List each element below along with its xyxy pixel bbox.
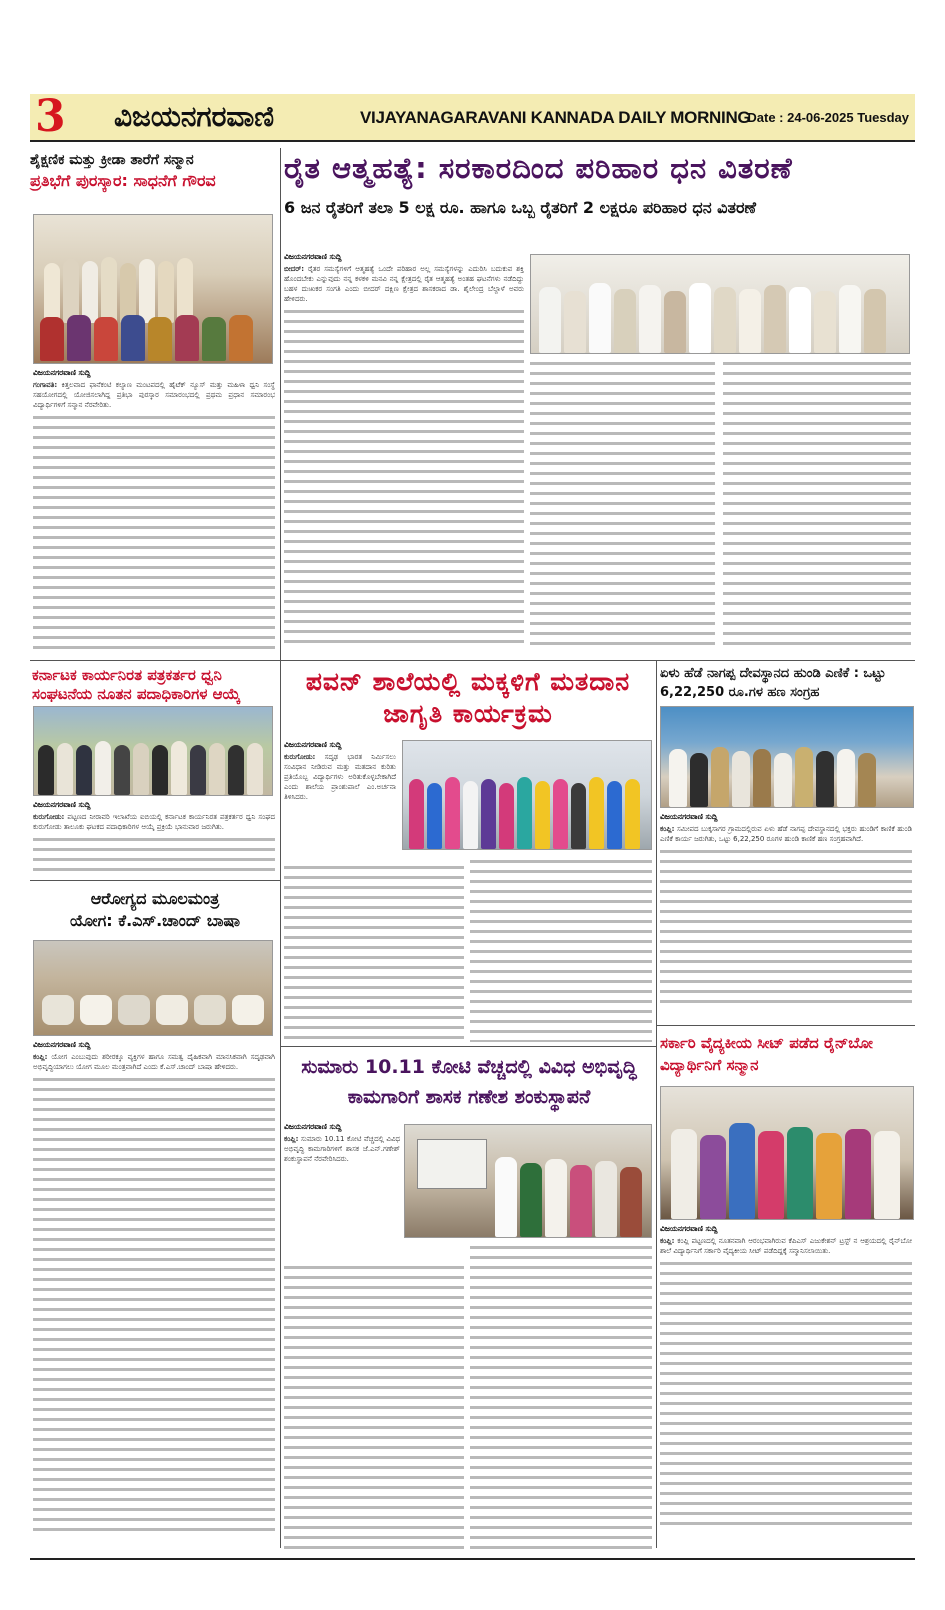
byline: ವಿಜಯನಗರವಾಣಿ ಸುದ್ದಿ [33, 1040, 91, 1049]
masthead-date: Date : 24-06-2025 Tuesday [747, 110, 909, 125]
farmers-photo [530, 254, 910, 354]
story-body: ರೈತರ ಸಮಸ್ಯೆಗಳಿಗೆ ಆತ್ಮಹತ್ಯೆ ಒಂದೇ ಪರಿಹಾರ ಅಲ್ಲ ಸಮಸ್ಯೆಗಳನ್ನು ಎದುರಿಸಿ ಬದುಕುವ ಶಕ್ತಿ ಹೊಂದಬೇಕು ಎನ್ನುವುದು ನನ್ನ ಕಳಕಳಿ ಮನವಿ ನನ್ನ ಕ್ಷೇತ್ರದಲ್ಲಿ ರೈತ ಆತ್ಮಹತ್ಯೆ ಅಂತಹ ಘಟನೆಗಳು ನಡೆದಿದ್ದು ಬಹಳ ದುಃಖಕರ ಸಂಗತಿ ಎಂದು ಬೀದರ್ ದಕ್ಷಿಣ ಕ್ಷೇತ್ರದ ಶಾಸಕರಾದ ಡಾ. ಶೈಲೇಂದ್ರ ಬೆಲ್ದಾಳೆ ಅವರು ಹೇಳಿದರು. [284, 265, 524, 303]
voting-body-col1 [284, 862, 464, 1042]
byline: ವಿಜಯನಗರವಾಣಿ ಸುದ್ದಿ [284, 1122, 342, 1131]
masthead-title-english: VIJAYANAGARAVANI KANNADA DAILY MORNING [360, 108, 751, 127]
row-rule [30, 660, 915, 661]
temple-body [660, 812, 912, 1022]
byline: ವಿಜಯನಗರವಾಣಿ ಸುದ್ದಿ [660, 1224, 718, 1233]
press-photo [33, 706, 273, 796]
story-kicker: ಆರೋಗ್ಯದ ಮೂಲಮಂತ್ರ [90, 889, 220, 908]
story-voting [284, 666, 652, 730]
story-body: ಸದೃಢ ಭಾರತ ನಿರ್ಮಿಸಲು ಸಂವಿಧಾನ ನೀಡಿರುವ ಮತ್ತು ಮತದಾನ ಕುರಿತು ಪ್ರತಿಯೊಬ್ಬ ವಿದ್ಯಾರ್ಥಿಗಳು ಅರಿತುಕೊಳ್ಳಬೇಕಾಗಿದೆ ಎಂದು ಶಾಲೆಯ ಪ್ರಾಂಶುಪಾಲೆ ಎಂ.ಅರ್ಚನಾ ತಿಳಿಸಿದರು. [284, 753, 396, 801]
story-awards [30, 152, 276, 191]
story-body: ಸಮೀಪದ ಬುಕ್ಕಸಾಗರ ಗ್ರಾಮದಲ್ಲಿರುವ ಏಳು ಹೆಡೆ ನಾಗಪ್ಪ ದೇವಸ್ಥಾನದಲ್ಲಿ ಭಕ್ತರು ಹುಂಡಿಗೆ ಕಾಣಿಕೆ ಹುಂಡಿ ಎಣಿಕೆ ಕಾರ್ಯ ಜರುಗಿತು, ಒಟ್ಟು 6,22,250 ರೂಗಳ ಹುಂಡಿ ಕಾಣಿಕೆ ಹಣ ಸಂಗ್ರಹವಾಗಿದೆ. [660, 825, 912, 843]
farmers-body-col1 [284, 252, 524, 652]
story-body: ಕಂಪ್ಲಿ ಪಟ್ಟಣದಲ್ಲಿ ನೂತನವಾಗಿ ಆರಂಭವಾಗಿರುವ ಕೆಪಿಎಸ್ ಎಜುಕೇಶನ್ ಟ್ರಸ್ಟ್ ನ ಆಶ್ರಯದಲ್ಲಿ ರೈನ್‌ಬೋ ಶಾಲೆ ವಿದ್ಯಾರ್ಥಿನಿಗೆ ಸರ್ಕಾರಿ ವೈದ್ಯಕೀಯ ಸೀಟ್ ಪಡೆದಿದ್ದಕ್ಕೆ ಸನ್ಮಾನಿಸಲಾಯಿತು. [660, 1237, 912, 1255]
awards-body [33, 368, 275, 656]
dateline: ಕಂಪ್ಲಿ: [660, 825, 675, 833]
yoga-photo [33, 940, 273, 1036]
byline: ವಿಜಯನಗರವಾಣಿ ಸುದ್ದಿ [33, 368, 91, 377]
farmers-body-col3 [723, 358, 911, 652]
voting-body-col2 [470, 856, 652, 1042]
byline: ವಿಜಯನಗರವಾಣಿ ಸುದ್ದಿ [284, 252, 342, 261]
story-body: ಯೋಗ ಎಂಬುವುದು ಶರೀರಕ್ಕೂ ವ್ಯಕ್ತಿಗಳ ಹಾಗೂ ಸಮತ್ವ ದೈಹಿಕವಾಗಿ ಮಾನಸಿಕವಾಗಿ ಸದೃಢವಾಗಿ ಅಭಿವೃದ್ಧಿಯಾಗಲು ಯೋಗ ಮೂಲ ಮಂತ್ರವಾಗಿದೆ ಎಂದು ಕೆ.ಎಸ್.ಚಾಂದ್ ಬಾಷಾ ಹೇಳಿದರು. [33, 1053, 275, 1071]
story-yoga [32, 888, 278, 932]
story-body: ಕಿತ್ತಲವಾದ ಫಾನೆಕಂಟಿ ಕಲ್ಯಾಣ ಮಂಟಪದಲ್ಲಿ ಹೈಟೆಕ್ ನ್ಯೂಸ್ ಮತ್ತು ಮಹಿಳಾ ಧ್ವನಿ ಸಂಸ್ಥೆ ಸಹಯೋಗದಲ್ಲಿ ಯೋಜಿಸಲಾಗಿದ್ದ ಪ್ರತಿಭಾ ಪುರಸ್ಕಾರ ಸಮಾರಂಭದಲ್ಲಿ ಪ್ರಥಮ ಪ್ರಧಾನ ಸಮಾರಂಭ ವಿದ್ಯಾರ್ಥಿಗಳಿಗೆ ಸನ್ಮಾನ ನೆರವೇರಿತು. [33, 381, 275, 409]
story-headline: ಕರ್ನಾಟಕ ಕಾರ್ಯನಿರತ ಪತ್ರಕರ್ತರ ಧ್ವನಿ ಸಂಘಟನೆಯ ನೂತನ ಪದಾಧಿಕಾರಿಗಳ ಆಯ್ಕೆ [32, 666, 241, 703]
story-temple [660, 664, 912, 702]
byline: ವಿಜಯನಗರವಾಣಿ ಸುದ್ದಿ [284, 740, 342, 749]
story-headline: ಪ್ರತಿಭೆಗೆ ಪುರಸ್ಕಾರ: ಸಾಧನೆಗೆ ಗೌರವ [30, 170, 216, 190]
awards-photo [33, 214, 273, 364]
development-body-col1 [284, 1262, 464, 1552]
medical-photo [660, 1086, 914, 1220]
story-press [32, 666, 278, 704]
page-number: 3 [35, 91, 66, 142]
story-farmers [284, 150, 914, 218]
press-body [33, 800, 275, 876]
masthead [30, 91, 915, 142]
voting-body-intro [284, 740, 396, 860]
dateline: ಬೀದರ್: [284, 265, 305, 273]
masthead-title-kannada: ವಿಜಯನಗರವಾಣಿ [114, 100, 275, 133]
story-medical [660, 1032, 912, 1076]
dateline: ಗಂಗಾವತಿ: [33, 381, 58, 389]
byline: ವಿಜಯನಗರವಾಣಿ ಸುದ್ದಿ [33, 800, 91, 809]
story-body: ಪಟ್ಟಣದ ನೀರಾವರಿ ಇಲಾಖೆಯ ಐಬಿಯಲ್ಲಿ ಕರ್ನಾಟಕ ಕಾರ್ಯನಿರತ ಪತ್ರಕರ್ತರ ಧ್ವನಿ ಸಂಘದ ಕುರುಗೋಡು ತಾಲೂಕು ಘಟಕದ ಪದಾಧಿಕಾರಿಗಳ ಆಯ್ಕೆ ಪ್ರಕ್ರಿಯೆ ಭಾನುವಾರ ಜರುಗಿತು. [33, 813, 275, 831]
row-rule [30, 880, 280, 881]
farmers-body-col2 [530, 358, 715, 652]
story-subhead: 6 ಜನ ರೈತರಿಗೆ ತಲಾ 5 ಲಕ್ಷ ರೂ. ಹಾಗೂ ಒಬ್ಬ ರೈತರಿಗೆ 2 ಲಕ್ಷರೂ ಪರಿಹಾರ ಧನ ವಿತರಣೆ [284, 198, 757, 217]
story-headline: ಸುಮಾರು 10.11 ಕೋಟಿ ವೆಚ್ಚದಲ್ಲಿ ವಿವಿಧ ಅಭಿವೃದ್ಧಿ ಕಾಮಗಾರಿಗೆ ಶಾಸಕ ಗಣೇಶ ಶಂಕುಸ್ಥಾಪನೆ [301, 1056, 637, 1108]
row-rule [656, 1025, 915, 1026]
yoga-body [33, 1040, 275, 1552]
dateline: ಕಂಪ್ಲಿ: [660, 1237, 675, 1245]
column-rule [656, 660, 657, 1548]
dateline: ಕುರುಗೋಡು: [284, 753, 316, 761]
story-headline: ಯೋಗ: ಕೆ.ಎಸ್.ಚಾಂದ್ ಬಾಷಾ [69, 911, 241, 930]
byline: ವಿಜಯನಗರವಾಣಿ ಸುದ್ದಿ [660, 812, 718, 821]
development-photo [404, 1124, 652, 1238]
voting-photo [402, 740, 652, 850]
story-development [284, 1052, 654, 1112]
column-rule [280, 148, 281, 1548]
row-rule [30, 1558, 915, 1560]
dateline: ಕಂಪ್ಲಿ: [284, 1135, 299, 1143]
story-headline: ಸರ್ಕಾರಿ ವೈದ್ಯಕೀಯ ಸೀಟ್ ಪಡೆದ ರೈನ್‌ಬೋ ವಿದ್ಯಾರ್ಥಿನಿಗೆ ಸನ್ಮಾನ [660, 1034, 873, 1074]
story-headline: ಏಳು ಹೆಡೆ ನಾಗಪ್ಪ ದೇವಸ್ಥಾನದ ಹುಂಡಿ ಎಣಿಕೆ : ಒಟ್ಟು 6,22,250 ರೂ.ಗಳ ಹಣ ಸಂಗ್ರಹ [660, 666, 886, 700]
story-headline: ಪವನ್ ಶಾಲೆಯಲ್ಲಿ ಮಕ್ಕಳಿಗೆ ಮತದಾನ ಜಾಗೃತಿ ಕಾರ್ಯಕ್ರಮ [305, 667, 631, 728]
development-body-intro [284, 1122, 400, 1262]
temple-photo [660, 706, 914, 808]
story-headline: ರೈತ ಆತ್ಮಹತ್ಯೆ: ಸರಕಾರದಿಂದ ಪರಿಹಾರ ಧನ ವಿತರಣೆ [284, 151, 793, 185]
row-rule [280, 1046, 656, 1047]
dateline: ಕುರುಗೋಡು: [33, 813, 65, 821]
medical-body [660, 1224, 912, 1552]
development-body-col2 [470, 1242, 652, 1552]
story-kicker: ಶೈಕ್ಷಣಿಕ ಮತ್ತು ಕ್ರೀಡಾ ತಾರೆಗೆ ಸನ್ಮಾನ [30, 152, 194, 168]
dateline: ಕಂಪ್ಲಿ: [33, 1053, 48, 1061]
story-body: ಸುಮಾರು 10.11 ಕೋಟಿ ವೆಚ್ಚದಲ್ಲಿ ವಿವಿಧ ಅಭಿವೃದ್ಧಿ ಕಾಮಗಾರಿಗಳಿಗೆ ಶಾಸಕ ಜೆ.ಎನ್.ಗಣೇಶ್ ಶಂಕುಸ್ಥಾಪನೆ ನೆರವೇರಿಸಿದರು. [284, 1135, 400, 1163]
